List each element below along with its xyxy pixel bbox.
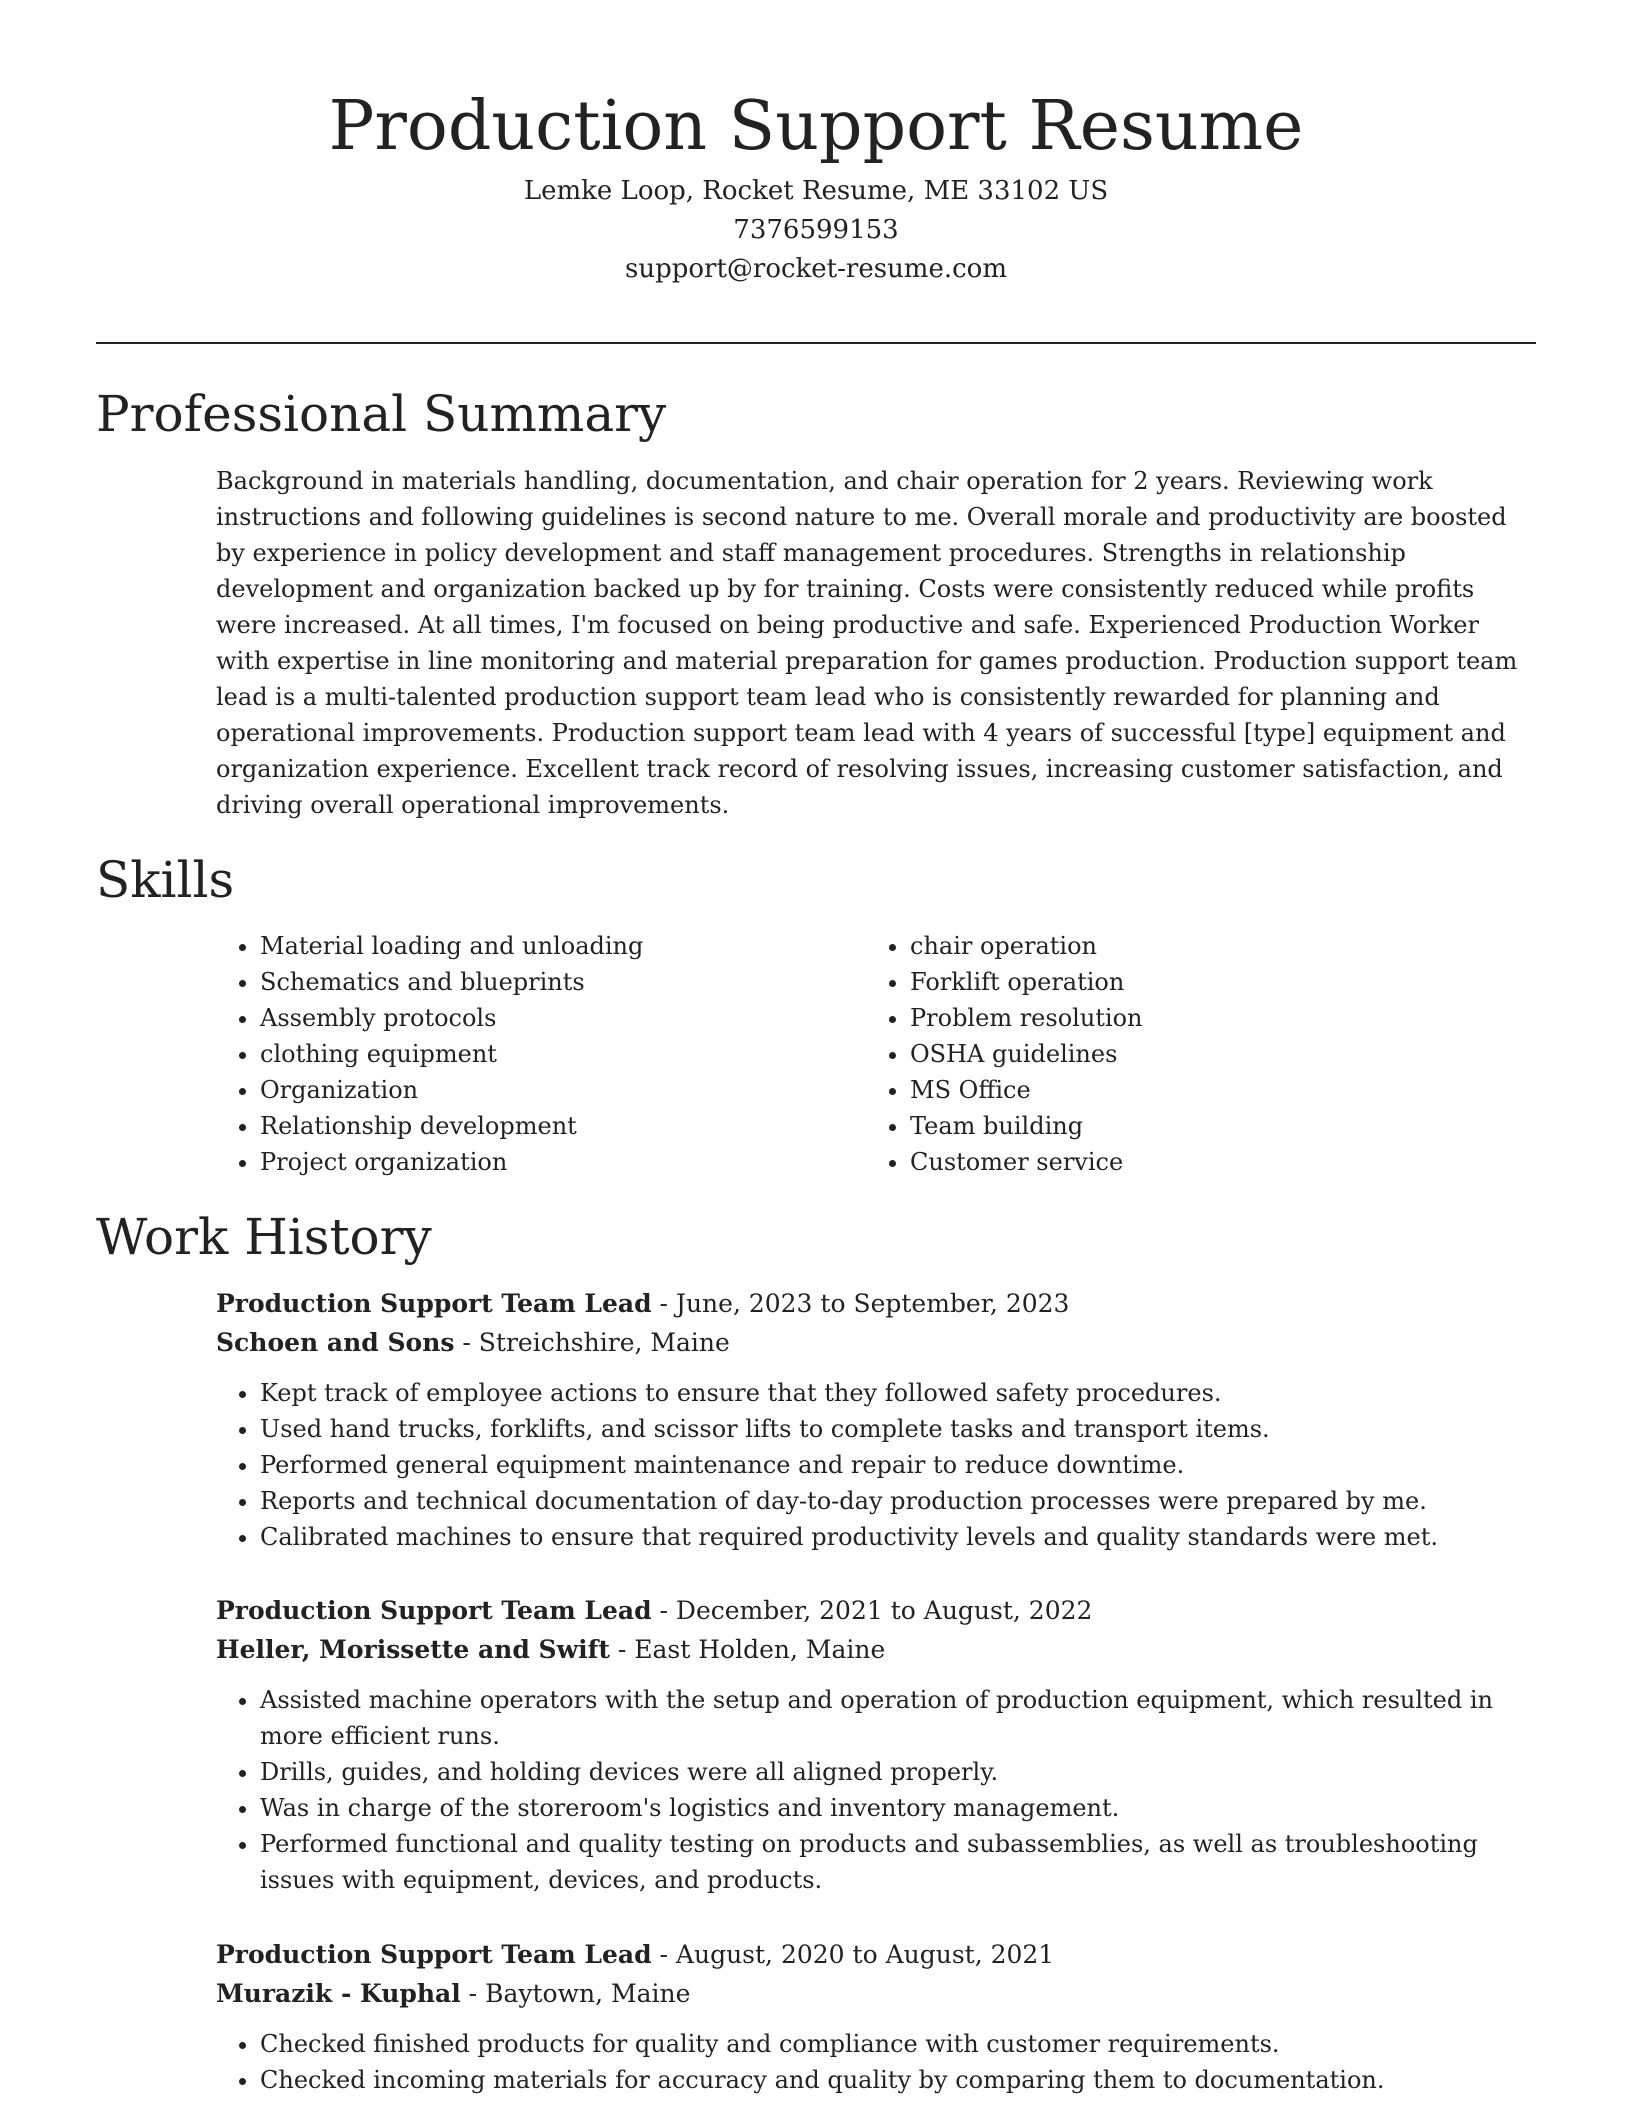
job-title-line (216, 1284, 1536, 1323)
job-dates: - August, 2020 to August, 2021 (651, 1940, 1055, 1969)
job-duty: • Kept track of employee actions to ensure that they followed safety procedures. (260, 1375, 1536, 1411)
job-duties-list (216, 1375, 1536, 1555)
summary-heading: Professional Summary (96, 385, 667, 443)
job-title: Production Support Team Lead (216, 1596, 652, 1625)
job-location: - East Holden, Maine (609, 1635, 886, 1664)
skill-item: • Relationship development (260, 1108, 860, 1144)
job-duty: • Performed general equipment maintenance and repair to reduce downtime. (260, 1447, 1536, 1483)
job-company-line (216, 1323, 1536, 1362)
job-duty: • Reports and technical documentation of day-to-day production processes were prepared by me. (260, 1483, 1536, 1519)
job-duties-list (216, 2026, 1536, 2098)
job-duty: • Drills, guides, and holding devices were all aligned properly. (260, 1754, 1536, 1790)
job-entry (216, 1935, 1536, 2098)
skills-list-left (216, 928, 860, 1180)
header-divider (96, 342, 1536, 344)
job-title: Production Support Team Lead (216, 1289, 652, 1318)
skills-list-right (866, 928, 1530, 1180)
job-location: - Baytown, Maine (460, 1979, 691, 2008)
job-dates: - December, 2021 to August, 2022 (651, 1596, 1093, 1625)
skill-item: • Schematics and blueprints (260, 964, 860, 1000)
job-location: - Streichshire, Maine (454, 1328, 730, 1357)
job-duty: • Used hand trucks, forklifts, and scissor lifts to complete tasks and transport items. (260, 1411, 1536, 1447)
job-title-line (216, 1591, 1536, 1630)
job-company-line (216, 1974, 1536, 2013)
skill-item: • Customer service (910, 1144, 1530, 1180)
skill-item: • Team building (910, 1108, 1530, 1144)
job-duty: • Checked finished products for quality and compliance with customer requirements. (260, 2026, 1536, 2062)
skill-item: • Material loading and unloading (260, 928, 860, 964)
skill-item: • Organization (260, 1072, 860, 1108)
skill-item: • clothing equipment (260, 1036, 860, 1072)
job-duties-list (216, 1682, 1536, 1898)
job-entry (216, 1591, 1536, 1898)
job-title: Production Support Team Lead (216, 1940, 652, 1969)
skill-item: • Forklift operation (910, 964, 1530, 1000)
job-dates: - June, 2023 to September, 2023 (651, 1289, 1070, 1318)
job-duty: • Calibrated machines to ensure that required productivity levels and quality standards were met. (260, 1519, 1536, 1555)
skill-item: • MS Office (910, 1072, 1530, 1108)
contact-email: support@rocket-resume.com (624, 254, 1007, 284)
job-entry (216, 1284, 1536, 1555)
skill-item: • Assembly protocols (260, 1000, 860, 1036)
contact-address: Lemke Loop, Rocket Resume, ME 33102 US (523, 176, 1109, 206)
job-duty: • Assisted machine operators with the setup and operation of production equipment, which resulted in more efficient runs. (260, 1682, 1536, 1754)
skill-item: • chair operation (910, 928, 1530, 964)
job-company: Schoen and Sons (216, 1328, 455, 1357)
job-company: Murazik - Kuphal (216, 1979, 461, 2008)
skill-item: • OSHA guidelines (910, 1036, 1530, 1072)
job-duty: • Checked incoming materials for accuracy and quality by comparing them to documentation. (260, 2062, 1536, 2098)
summary-text: Background in materials handling, documentation, and chair operation for 2 years. Reviewing work instructions and following guidelines is second nature to me. Overall morale and productivity are boosted by experience in policy development and staff management procedures. Strengths in relationship development and organization backed up by for training. Costs were consistently reduced while profits were increased. At all times, I'm focused on being productive and safe. Experienced Production Worker with expertise in line monitoring and material preparation for games production. Production support team lead is a multi-talented production support team lead who is consistently rewarded for planning and operational improvements. Production support team lead with 4 years of successful [type] equipment and organization experience. Excellent track record of resolving issues, increasing customer satisfaction, and driving overall operational improvements. (216, 467, 1518, 819)
skills-heading: Skills (96, 851, 235, 909)
resume-header (96, 82, 1536, 289)
job-duty: • Was in charge of the storeroom's logistics and inventory management. (260, 1790, 1536, 1826)
job-title-line (216, 1935, 1536, 1974)
contact-phone: 7376599153 (733, 215, 899, 245)
job-company: Heller, Morissette and Swift (216, 1635, 610, 1664)
skill-item: • Problem resolution (910, 1000, 1530, 1036)
job-company-line (216, 1630, 1536, 1669)
resume-title: Production Support Resume (328, 87, 1304, 166)
work-history-heading: Work History (96, 1208, 432, 1266)
skill-item: • Project organization (260, 1144, 860, 1180)
job-duty: • Performed functional and quality testing on products and subassemblies, as well as troubleshooting issues with equipment, devices, and products. (260, 1826, 1536, 1898)
